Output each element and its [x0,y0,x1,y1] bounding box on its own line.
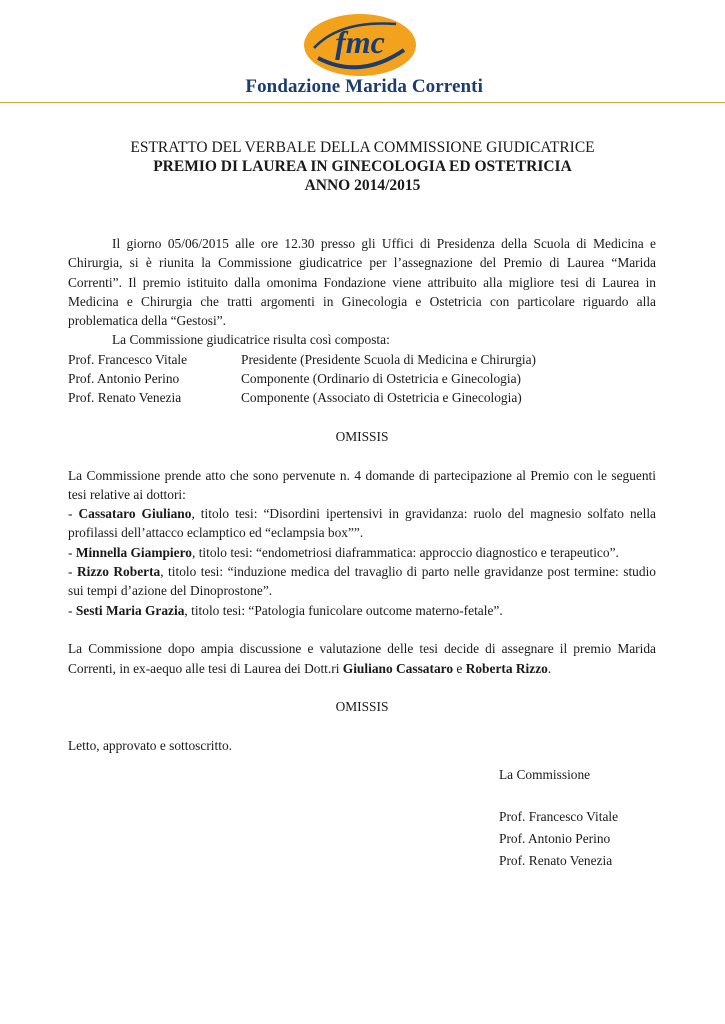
winner-name: Giuliano Cassataro [342,660,454,676]
logo-lettering: fmc [335,24,385,60]
thesis-item: - Sesti Maria Grazia, titolo tesi: “Patologia funicolare outcome materno-fetale”. [68,602,503,618]
applications-intro: La Commissione prende atto che sono pervenute n. 4 domande di partecipazione al Premio con le seguenti tesi relative ai dottori: [68,467,656,502]
document-titles [70,138,655,195]
signature-block [499,765,618,870]
commission-members [68,350,656,408]
document-body [68,234,656,755]
winner-name: Roberta Rizzo [465,660,548,676]
member-name: Prof. Antonio Perino [68,371,180,387]
thesis-item: - Cassataro Giuliano, titolo tesi: “Disordini ipertensivi in gravidanza: ruolo del magnesio solfato nella profilassi dell’attacco eclamptico ed “eclampsia box””. [68,506,657,541]
title-line-1: ESTRATTO DEL VERBALE DELLA COMMISSIONE GIUDICATRICE [130,139,595,156]
intro-paragraph: Il giorno 05/06/2015 alle ore 12.30 presso gli Uffici di Presidenza della Scuola di Medicina e Chirurgia, si è riunita la Commissione giudicatrice per l’assegnazione del Premio di Laurea “Marida Correnti”. Il premio istituito dalla omonima Fondazione viene attribuito alla migliore tesi di Laurea in Medicina e Chirurgia che tratti argomenti in Ginecologia e Ostetricia con particolare riguardo alla problematica della “Gestosi”. [68,236,656,329]
thesis-title: , titolo tesi: “Patologia funicolare outcome materno-fetale”. [184,602,503,618]
commission-intro: La Commissione giudicatrice risulta così composta: [112,332,390,348]
signature-name: Prof. Antonio Perino [499,830,611,846]
decision-paragraph: La Commissione dopo ampia discussione e valutazione delle tesi decide di assegnare il premio Marida Correnti, in ex-aequo alle tesi di Laurea dei Dott.ri Giuliano Cassataro e Roberta Rizzo. [68,641,656,676]
candidate-name: Cassataro Giuliano [78,506,192,522]
signature-heading: La Commissione [499,767,591,782]
title-line-2: PREMIO DI LAUREA IN GINECOLOGIA ED OSTETRICIA [153,158,572,175]
signature-name: Prof. Renato Venezia [499,853,613,869]
title-line-3: ANNO 2014/2015 [304,177,421,194]
member-row [68,369,656,388]
member-name: Prof. Francesco Vitale [68,351,188,367]
thesis-item: - Minnella Giampiero, titolo tesi: “endometriosi diaframmatica: approccio diagnostico e terapeutico”. [68,544,619,560]
thesis-title: , titolo tesi: “endometriosi diaframmatica: approccio diagnostico e terapeutico”. [192,544,619,560]
thesis-title: , titolo tesi: “Disordini ipertensivi in gravidanza: ruolo del magnesio solfato nella profilassi dell’attacco eclamptico ed “eclampsia box””. [68,506,657,541]
foundation-name: Fondazione Marida Correnti [245,76,483,97]
header-divider [0,102,725,103]
candidate-name: Sesti Maria Grazia [75,602,185,618]
fmc-logo [300,8,420,78]
member-row [68,350,656,369]
signature-name: Prof. Francesco Vitale [499,808,619,824]
thesis-title: , titolo tesi: “induzione medica del travaglio di parto nelle gravidanze post termine: studio sui tempi d’azione del Dinoprostone”. [68,564,656,599]
omissis-1: OMISSIS [335,428,389,444]
member-role: Presidente (Presidente Scuola di Medicina e Chirurgia) [241,351,537,367]
thesis-item: - Rizzo Roberta, titolo tesi: “induzione medica del travaglio di parto nelle gravidanze post termine: studio sui tempi d’azione del Dinoprostone”. [68,564,656,599]
closing-line: Letto, approvato e sottoscritto. [68,737,232,753]
member-role: Componente (Ordinario di Ostetricia e Ginecologia) [241,371,522,387]
candidate-name: Rizzo Roberta [76,564,161,580]
member-row [68,388,656,407]
omissis-2: OMISSIS [335,699,389,715]
candidate-name: Minnella Giampiero [75,544,192,560]
member-role: Componente (Associato di Ostetricia e Ginecologia) [241,390,522,406]
member-name: Prof. Renato Venezia [68,390,182,406]
